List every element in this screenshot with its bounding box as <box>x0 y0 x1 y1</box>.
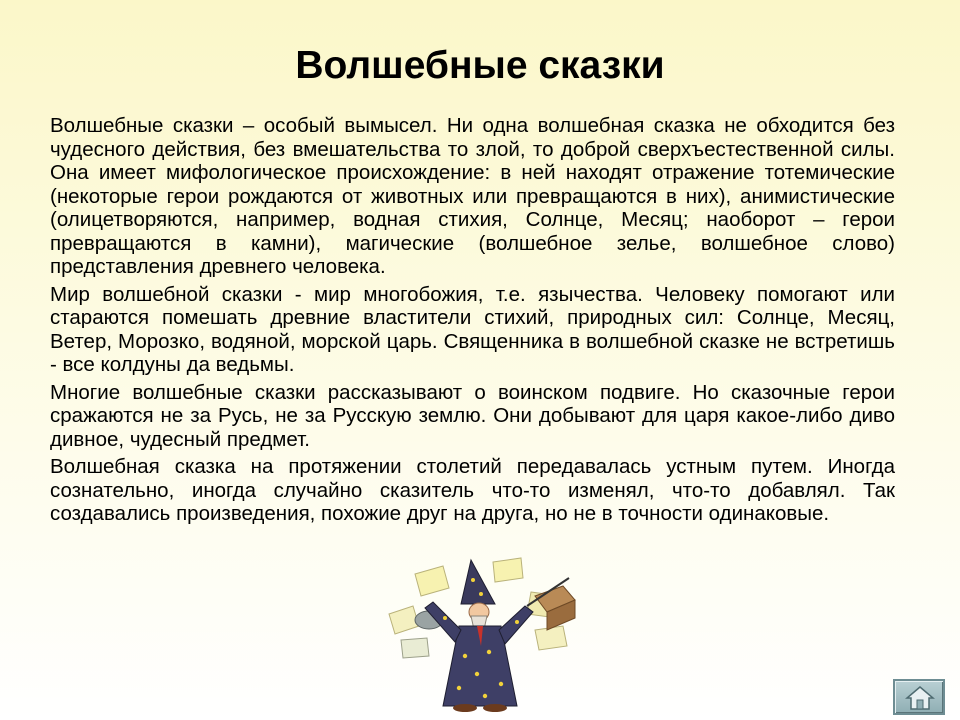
paragraph-3: Многие волшебные сказки рассказывают о воинском подвиге. Но сказочные герои сражаются не за Русь, не за Русскую землю. Они добывают для царя какое-либо диво дивное, чудесный предмет. <box>50 380 895 451</box>
paragraph-2: Мир волшебной сказки - мир многобожия, т.е. язычества. Человеку помогают или стараются помешать древние властители стихий, природных сил: Солнце, Месяц, Ветер, Морозко, водяной, морской царь. Священника в волшебной сказке не встретишь - все колдуны да ведьмы. <box>50 282 895 376</box>
paragraph-1: Волшебные сказки – особый вымысел. Ни одна волшебная сказка не обходится без чудесного действия, без вмешательства то злой, то доброй сверхъестественной силы. Она имеет мифологическое происхождение: в ней находят отражение тотемические (некоторые герои рождаются от животных или превращаются в них), анимистические (олицетворяются, например, водная стихия, Солнце, Месяц; наоборот – герои превращаются в камни), магические (волшебное зелье, волшебное слово) представления древнего человека. <box>50 114 895 278</box>
paragraph-4: Волшебная сказка на протяжении столетий передавалась устным путем. Иногда сознательно, иногда случайно сказитель что-то изменял, что-то добавлял. Так создавались произведения, похожие друг на друга, но не в точности одинаковые. <box>50 455 895 525</box>
slide-title: Волшебные сказки <box>295 44 665 87</box>
home-button[interactable] <box>893 679 945 715</box>
home-icon <box>905 685 935 711</box>
slide-body <box>50 114 895 530</box>
wizard-icon <box>385 556 585 714</box>
